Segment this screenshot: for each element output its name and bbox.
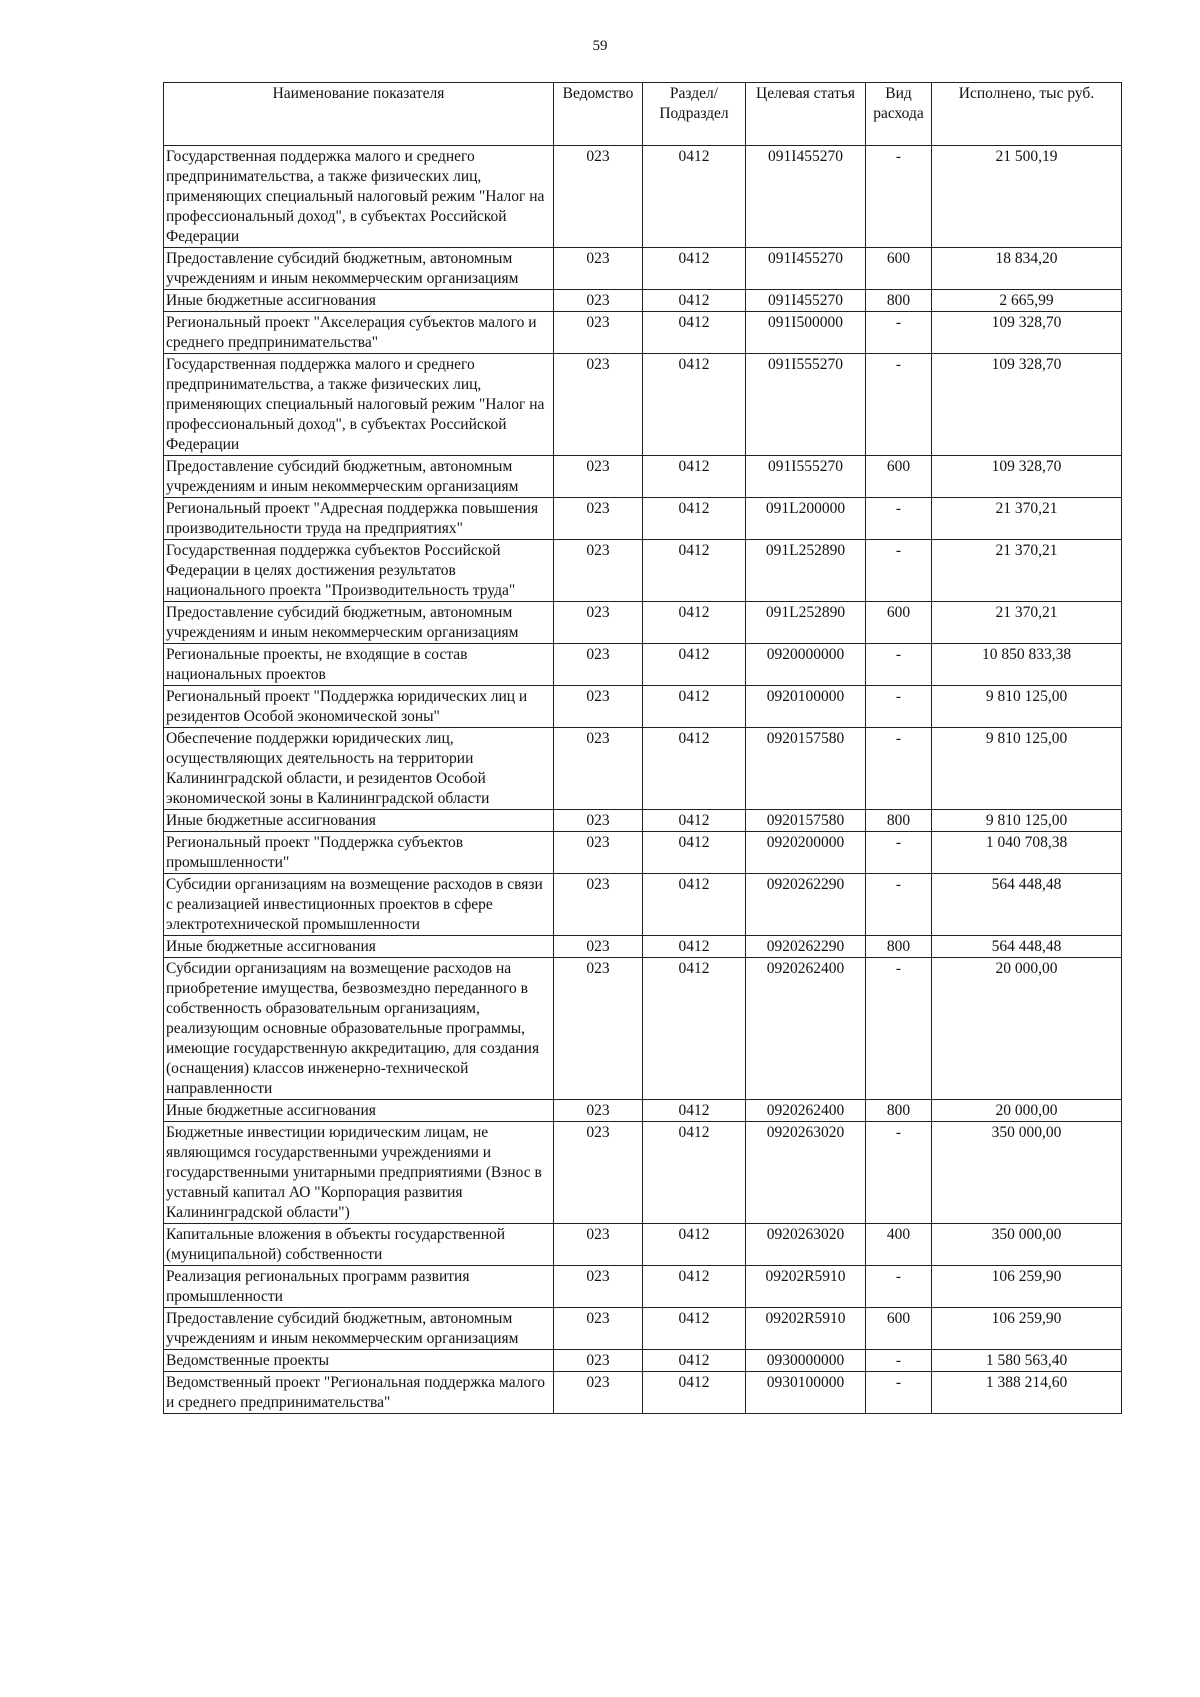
row-section: 0412 bbox=[643, 1122, 746, 1224]
row-executed: 1 040 708,38 bbox=[932, 832, 1122, 874]
row-expense-type: - bbox=[866, 1122, 932, 1224]
row-name: Предоставление субсидий бюджетным, автономным учреждениям и иным некоммерческим организациям bbox=[164, 248, 554, 290]
row-executed: 109 328,70 bbox=[932, 354, 1122, 456]
table-row bbox=[164, 540, 1122, 602]
header-name: Наименование показателя bbox=[164, 83, 554, 146]
table-row bbox=[164, 312, 1122, 354]
row-name: Реализация региональных программ развития промышленности bbox=[164, 1266, 554, 1308]
row-section: 0412 bbox=[643, 602, 746, 644]
row-section: 0412 bbox=[643, 290, 746, 312]
table-row bbox=[164, 644, 1122, 686]
row-department: 023 bbox=[554, 602, 643, 644]
table-row bbox=[164, 290, 1122, 312]
row-department: 023 bbox=[554, 1266, 643, 1308]
row-department: 023 bbox=[554, 1372, 643, 1414]
row-target: 091L200000 bbox=[746, 498, 866, 540]
header-expense-type: Вид расхода bbox=[866, 83, 932, 146]
row-department: 023 bbox=[554, 354, 643, 456]
row-department: 023 bbox=[554, 146, 643, 248]
table-row bbox=[164, 686, 1122, 728]
row-expense-type: - bbox=[866, 874, 932, 936]
row-name: Региональный проект "Поддержка юридических лиц и резидентов Особой экономической зоны" bbox=[164, 686, 554, 728]
row-expense-type: - bbox=[866, 498, 932, 540]
table-row bbox=[164, 958, 1122, 1100]
row-expense-type: - bbox=[866, 686, 932, 728]
row-target: 091L252890 bbox=[746, 540, 866, 602]
table-row bbox=[164, 874, 1122, 936]
row-expense-type: 400 bbox=[866, 1224, 932, 1266]
table-row bbox=[164, 1308, 1122, 1350]
row-executed: 564 448,48 bbox=[932, 874, 1122, 936]
row-department: 023 bbox=[554, 874, 643, 936]
row-target: 0920262290 bbox=[746, 936, 866, 958]
row-department: 023 bbox=[554, 832, 643, 874]
row-expense-type: - bbox=[866, 958, 932, 1100]
row-target: 091I555270 bbox=[746, 354, 866, 456]
row-target: 091I555270 bbox=[746, 456, 866, 498]
table-row bbox=[164, 1224, 1122, 1266]
table-row bbox=[164, 1100, 1122, 1122]
table-row bbox=[164, 248, 1122, 290]
row-expense-type: 800 bbox=[866, 290, 932, 312]
row-section: 0412 bbox=[643, 936, 746, 958]
row-expense-type: 600 bbox=[866, 248, 932, 290]
table-row bbox=[164, 832, 1122, 874]
row-name: Субсидии организациям на возмещение расходов на приобретение имущества, безвозмездно переданного в собственность образовательным организациям, реализующим основные образовательные программы, имеющие государственную аккредитацию, для создания (оснащения) классов инженерно-технической направленности bbox=[164, 958, 554, 1100]
row-expense-type: - bbox=[866, 1372, 932, 1414]
row-expense-type: - bbox=[866, 540, 932, 602]
row-expense-type: - bbox=[866, 146, 932, 248]
row-section: 0412 bbox=[643, 686, 746, 728]
row-executed: 106 259,90 bbox=[932, 1266, 1122, 1308]
row-executed: 9 810 125,00 bbox=[932, 728, 1122, 810]
row-executed: 109 328,70 bbox=[932, 312, 1122, 354]
row-executed: 350 000,00 bbox=[932, 1224, 1122, 1266]
row-section: 0412 bbox=[643, 456, 746, 498]
table-row bbox=[164, 728, 1122, 810]
row-section: 0412 bbox=[643, 1224, 746, 1266]
row-target: 0920200000 bbox=[746, 832, 866, 874]
row-name: Субсидии организациям на возмещение расходов в связи с реализацией инвестиционных проектов в сфере электротехнической промышленности bbox=[164, 874, 554, 936]
row-department: 023 bbox=[554, 498, 643, 540]
table-row bbox=[164, 146, 1122, 248]
row-target: 0930000000 bbox=[746, 1350, 866, 1372]
row-department: 023 bbox=[554, 1308, 643, 1350]
row-expense-type: - bbox=[866, 354, 932, 456]
row-department: 023 bbox=[554, 728, 643, 810]
row-name: Обеспечение поддержки юридических лиц, осуществляющих деятельность на территории Калининградской области, и резидентов Особой экономической зоны в Калининградской области bbox=[164, 728, 554, 810]
row-name: Капитальные вложения в объекты государственной (муниципальной) собственности bbox=[164, 1224, 554, 1266]
row-department: 023 bbox=[554, 312, 643, 354]
row-target: 091I455270 bbox=[746, 248, 866, 290]
row-department: 023 bbox=[554, 1122, 643, 1224]
row-section: 0412 bbox=[643, 312, 746, 354]
header-executed: Исполнено, тыс руб. bbox=[932, 83, 1122, 146]
row-name: Региональный проект "Поддержка субъектов промышленности" bbox=[164, 832, 554, 874]
row-executed: 21 370,21 bbox=[932, 498, 1122, 540]
row-section: 0412 bbox=[643, 498, 746, 540]
row-target: 0920262400 bbox=[746, 958, 866, 1100]
row-executed: 20 000,00 bbox=[932, 1100, 1122, 1122]
row-name: Ведомственный проект "Региональная поддержка малого и среднего предпринимательства" bbox=[164, 1372, 554, 1414]
page-number: 59 bbox=[592, 38, 608, 54]
row-name: Региональный проект "Акселерация субъектов малого и среднего предпринимательства" bbox=[164, 312, 554, 354]
row-name: Государственная поддержка субъектов Российской Федерации в целях достижения результатов национального проекта "Производительность труда" bbox=[164, 540, 554, 602]
row-section: 0412 bbox=[643, 728, 746, 810]
row-section: 0412 bbox=[643, 810, 746, 832]
row-executed: 564 448,48 bbox=[932, 936, 1122, 958]
table-row bbox=[164, 810, 1122, 832]
row-target: 0920262290 bbox=[746, 874, 866, 936]
row-expense-type: - bbox=[866, 1350, 932, 1372]
row-department: 023 bbox=[554, 248, 643, 290]
row-executed: 21 370,21 bbox=[932, 540, 1122, 602]
header-department: Ведомство bbox=[554, 83, 643, 146]
row-section: 0412 bbox=[643, 1372, 746, 1414]
row-section: 0412 bbox=[643, 1308, 746, 1350]
row-name: Предоставление субсидий бюджетным, автономным учреждениям и иным некоммерческим организациям bbox=[164, 1308, 554, 1350]
row-executed: 106 259,90 bbox=[932, 1308, 1122, 1350]
table-row bbox=[164, 936, 1122, 958]
row-target: 0920100000 bbox=[746, 686, 866, 728]
row-executed: 18 834,20 bbox=[932, 248, 1122, 290]
header-target: Целевая статья bbox=[746, 83, 866, 146]
table-row bbox=[164, 602, 1122, 644]
row-name: Региональные проекты, не входящие в состав национальных проектов bbox=[164, 644, 554, 686]
row-department: 023 bbox=[554, 644, 643, 686]
row-target: 0920263020 bbox=[746, 1224, 866, 1266]
row-target: 0920157580 bbox=[746, 810, 866, 832]
row-name: Предоставление субсидий бюджетным, автономным учреждениям и иным некоммерческим организациям bbox=[164, 456, 554, 498]
row-expense-type: 600 bbox=[866, 1308, 932, 1350]
row-department: 023 bbox=[554, 936, 643, 958]
row-executed: 20 000,00 bbox=[932, 958, 1122, 1100]
row-section: 0412 bbox=[643, 1266, 746, 1308]
row-department: 023 bbox=[554, 290, 643, 312]
row-expense-type: - bbox=[866, 832, 932, 874]
row-executed: 350 000,00 bbox=[932, 1122, 1122, 1224]
row-department: 023 bbox=[554, 456, 643, 498]
row-department: 023 bbox=[554, 958, 643, 1100]
row-department: 023 bbox=[554, 1350, 643, 1372]
row-section: 0412 bbox=[643, 958, 746, 1100]
table-row bbox=[164, 354, 1122, 456]
table-body bbox=[164, 146, 1122, 1414]
row-section: 0412 bbox=[643, 146, 746, 248]
row-department: 023 bbox=[554, 1224, 643, 1266]
row-target: 0930100000 bbox=[746, 1372, 866, 1414]
row-section: 0412 bbox=[643, 1100, 746, 1122]
table-row bbox=[164, 1266, 1122, 1308]
row-target: 09202R5910 bbox=[746, 1308, 866, 1350]
row-name: Ведомственные проекты bbox=[164, 1350, 554, 1372]
row-executed: 1 388 214,60 bbox=[932, 1372, 1122, 1414]
row-executed: 10 850 833,38 bbox=[932, 644, 1122, 686]
header-section: Раздел/ Подраздел bbox=[643, 83, 746, 146]
table-header bbox=[164, 83, 1122, 146]
row-executed: 21 370,21 bbox=[932, 602, 1122, 644]
row-expense-type: - bbox=[866, 728, 932, 810]
row-name: Предоставление субсидий бюджетным, автономным учреждениям и иным некоммерческим организациям bbox=[164, 602, 554, 644]
table-row bbox=[164, 498, 1122, 540]
row-expense-type: 800 bbox=[866, 936, 932, 958]
row-department: 023 bbox=[554, 540, 643, 602]
row-name: Региональный проект "Адресная поддержка повышения производительности труда на предприятиях" bbox=[164, 498, 554, 540]
row-name: Иные бюджетные ассигнования bbox=[164, 1100, 554, 1122]
row-executed: 9 810 125,00 bbox=[932, 810, 1122, 832]
row-section: 0412 bbox=[643, 832, 746, 874]
row-section: 0412 bbox=[643, 354, 746, 456]
row-executed: 1 580 563,40 bbox=[932, 1350, 1122, 1372]
row-name: Иные бюджетные ассигнования bbox=[164, 810, 554, 832]
row-name: Бюджетные инвестиции юридическим лицам, не являющимся государственными учреждениями и государственными унитарными предприятиями (Взнос в уставный капитал АО "Корпорация развития Калининградской области") bbox=[164, 1122, 554, 1224]
row-name: Иные бюджетные ассигнования bbox=[164, 936, 554, 958]
table-row bbox=[164, 1350, 1122, 1372]
row-name: Государственная поддержка малого и среднего предпринимательства, а также физических лиц, применяющих специальный налоговый режим "Налог на профессиональный доход", в субъектах Российской Федерации bbox=[164, 354, 554, 456]
row-expense-type: - bbox=[866, 1266, 932, 1308]
row-executed: 21 500,19 bbox=[932, 146, 1122, 248]
row-expense-type: 800 bbox=[866, 810, 932, 832]
row-expense-type: - bbox=[866, 312, 932, 354]
table-row bbox=[164, 1122, 1122, 1224]
row-name: Иные бюджетные ассигнования bbox=[164, 290, 554, 312]
row-section: 0412 bbox=[643, 644, 746, 686]
row-target: 091I455270 bbox=[746, 290, 866, 312]
row-section: 0412 bbox=[643, 874, 746, 936]
row-name: Государственная поддержка малого и среднего предпринимательства, а также физических лиц, применяющих специальный налоговый режим "Налог на профессиональный доход", в субъектах Российской Федерации bbox=[164, 146, 554, 248]
row-expense-type: - bbox=[866, 644, 932, 686]
row-target: 0920157580 bbox=[746, 728, 866, 810]
row-target: 09202R5910 bbox=[746, 1266, 866, 1308]
row-target: 091I455270 bbox=[746, 146, 866, 248]
row-target: 0920263020 bbox=[746, 1122, 866, 1224]
row-section: 0412 bbox=[643, 1350, 746, 1372]
row-target: 0920262400 bbox=[746, 1100, 866, 1122]
row-target: 091L252890 bbox=[746, 602, 866, 644]
table-row bbox=[164, 456, 1122, 498]
row-expense-type: 800 bbox=[866, 1100, 932, 1122]
row-expense-type: 600 bbox=[866, 456, 932, 498]
row-section: 0412 bbox=[643, 248, 746, 290]
table-row bbox=[164, 1372, 1122, 1414]
row-department: 023 bbox=[554, 1100, 643, 1122]
row-department: 023 bbox=[554, 810, 643, 832]
row-expense-type: 600 bbox=[866, 602, 932, 644]
row-executed: 109 328,70 bbox=[932, 456, 1122, 498]
row-target: 091I500000 bbox=[746, 312, 866, 354]
row-section: 0412 bbox=[643, 540, 746, 602]
row-executed: 9 810 125,00 bbox=[932, 686, 1122, 728]
budget-table bbox=[163, 82, 1122, 1414]
row-department: 023 bbox=[554, 686, 643, 728]
row-target: 0920000000 bbox=[746, 644, 866, 686]
row-executed: 2 665,99 bbox=[932, 290, 1122, 312]
